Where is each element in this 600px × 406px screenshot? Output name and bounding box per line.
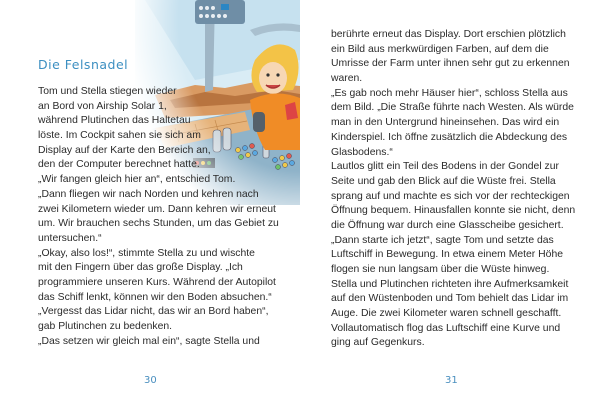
text-line: Glasbodens.“ <box>331 146 393 158</box>
text-line: löste. Im Cockpit sahen sie sich am <box>38 130 201 142</box>
text-line: mit den Fingern über das große Display. „Ich <box>38 262 243 274</box>
text-line: während Plutinchen das Haltetau <box>38 115 191 127</box>
text-line: Tom und Stella stiegen wieder <box>38 86 177 97</box>
text-line: man in den Untergrund hineinsehen. Das wird ein <box>331 117 560 129</box>
text-line: gab Plutinchen zu bedenken. <box>38 321 173 332</box>
text-line: „Das setzen wir gleich mal ein“, sagte Stella und <box>38 335 260 347</box>
text-line: zwei Kilometern wieder um. Dann kehren wir erneut <box>38 203 276 215</box>
right-page <box>300 0 600 406</box>
text-line: Kinderspiel. Ich öffne zusätzlich die Abdeckung des <box>331 131 568 143</box>
text-line: um. Wir brauchen sechs Stunden, um das Gebiet zu <box>38 218 279 230</box>
text-line: Seite und gab den Blick auf die Wüste frei. Stella <box>331 175 556 187</box>
text-line: „Vergesst das Lidar nicht, das wir an Bord haben“, <box>38 306 269 318</box>
text-line: untersuchen.“ <box>38 232 102 244</box>
text-line: Auge. Die zwei Kilometer waren schnell geschafft. <box>331 308 562 320</box>
text-line: Lautlos glitt ein Teil des Bodens in der Gondel zur <box>331 161 559 173</box>
text-line: dem Bild. „Die Straße führte nach Westen. Als würde <box>331 102 574 114</box>
text-line: berührte erneut das Display. Dort erschien plötzlich <box>331 29 566 40</box>
text-line: ein Bild aus merkwürdigen Farben, auf dem die <box>331 43 549 55</box>
text-line: auf den Wüstenboden und Tom behielt das Lidar im <box>331 293 569 305</box>
text-line: Umrisse der Farm unter ihnen sehr gut zu erkennen <box>331 58 570 70</box>
text-line: „Dann fliegen wir nach Norden und kehren nach <box>38 188 259 200</box>
text-line: „Es gab noch mehr Häuser hier“, schloss Stella aus <box>331 87 568 99</box>
text-line: das Schiff lenkt, können wir den Boden absuchen.“ <box>38 291 272 303</box>
text-line: Luftschiff in Bewegung. In etwa einem Meter Höhe <box>331 249 563 261</box>
text-line: den der Computer berechnet hatte. <box>38 159 200 171</box>
text-line: Display auf der Karte den Bereich an, <box>38 144 211 156</box>
text-line: Stella und Plutinchen richteten ihre Aufmerksamkeit <box>331 278 569 290</box>
text-line: an Bord von Airship Solar 1, <box>38 100 167 112</box>
text-line: flogen sie nun langsam über die Wüste hinweg. <box>331 264 550 275</box>
left-page-body <box>38 85 279 349</box>
page-number-left: 30 <box>144 375 157 386</box>
text-line: „Dann starte ich jetzt“, sagte Tom und setzte das <box>331 234 554 246</box>
text-line: programmiere unseren Kurs. Während der Autopilot <box>38 276 276 288</box>
text-line: Öffnung bequem. Hinausfallen konnte sie nicht, denn <box>331 205 576 217</box>
text-line: waren. <box>331 73 363 85</box>
text-line: „Okay, also los!“, stimmte Stella zu und wischte <box>38 247 255 259</box>
text-line: die Öffnung war durch eine Glasscheibe gesichert. <box>331 219 564 231</box>
right-page-body <box>331 28 575 351</box>
text-line: Vollautomatisch flog das Luftschiff eine Kurve und <box>331 322 561 334</box>
chapter-title: Die Felsnadel <box>38 57 129 73</box>
text-line: sprang auf und machte es sich vor der rechteckigen <box>331 190 570 202</box>
text-line: „Wir fangen gleich hier an“, entschied Tom. <box>38 174 236 186</box>
text-line: ging auf Gegenkurs. <box>331 337 425 349</box>
page-number-right: 31 <box>445 375 458 386</box>
